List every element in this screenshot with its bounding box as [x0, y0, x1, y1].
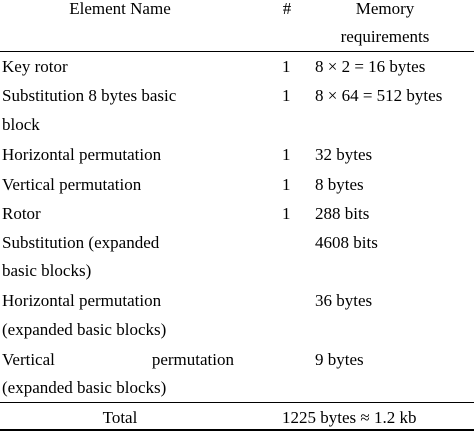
total-memory: 1225 bytes ≈ 1.2 kb — [282, 408, 417, 427]
row-3-memory: 8 bytes — [315, 175, 364, 194]
row-2-count: 1 — [282, 145, 291, 164]
header-memory-line1: Memory — [355, 0, 415, 18]
header-memory-line2: requirements — [340, 27, 430, 46]
row-5-name-line2: basic blocks) — [2, 261, 92, 280]
row-7-memory: 9 bytes — [315, 350, 364, 369]
header-element-name: Element Name — [69, 0, 171, 18]
row-7-name-line1 — [2, 345, 234, 374]
row-7-name-word2: permutation — [151, 350, 234, 369]
row-0-name: Key rotor — [2, 57, 68, 76]
row-0-count: 1 — [282, 57, 291, 76]
row-2-memory: 32 bytes — [315, 145, 373, 164]
row-6-name-line1: Horizontal permutation — [2, 291, 162, 310]
row-4-name: Rotor — [2, 204, 41, 223]
row-1-memory: 8 × 64 = 512 bytes — [315, 86, 443, 105]
row-6-memory: 36 bytes — [315, 291, 373, 310]
row-7-name-word1: Vertical — [2, 350, 55, 369]
row-1-name-line1: Substitution 8 bytes basic — [2, 86, 177, 105]
row-7-name-line2: (expanded basic blocks) — [2, 378, 167, 397]
row-1-name-line2: block — [2, 115, 40, 134]
row-4-count: 1 — [282, 204, 291, 223]
total-label: Total — [102, 408, 138, 427]
row-5-name-line1: Substitution (expanded — [2, 233, 160, 252]
row-1-count: 1 — [282, 86, 291, 105]
header-count: # — [282, 0, 292, 18]
row-6-name-line2: (expanded basic blocks) — [2, 320, 167, 339]
row-0-memory: 8 × 2 = 16 bytes — [315, 57, 426, 76]
row-3-count: 1 — [282, 175, 291, 194]
row-3-name: Vertical permutation — [2, 175, 142, 194]
row-2-name: Horizontal permutation — [2, 145, 162, 164]
row-4-memory: 288 bits — [315, 204, 370, 223]
row-5-memory: 4608 bits — [315, 233, 378, 252]
